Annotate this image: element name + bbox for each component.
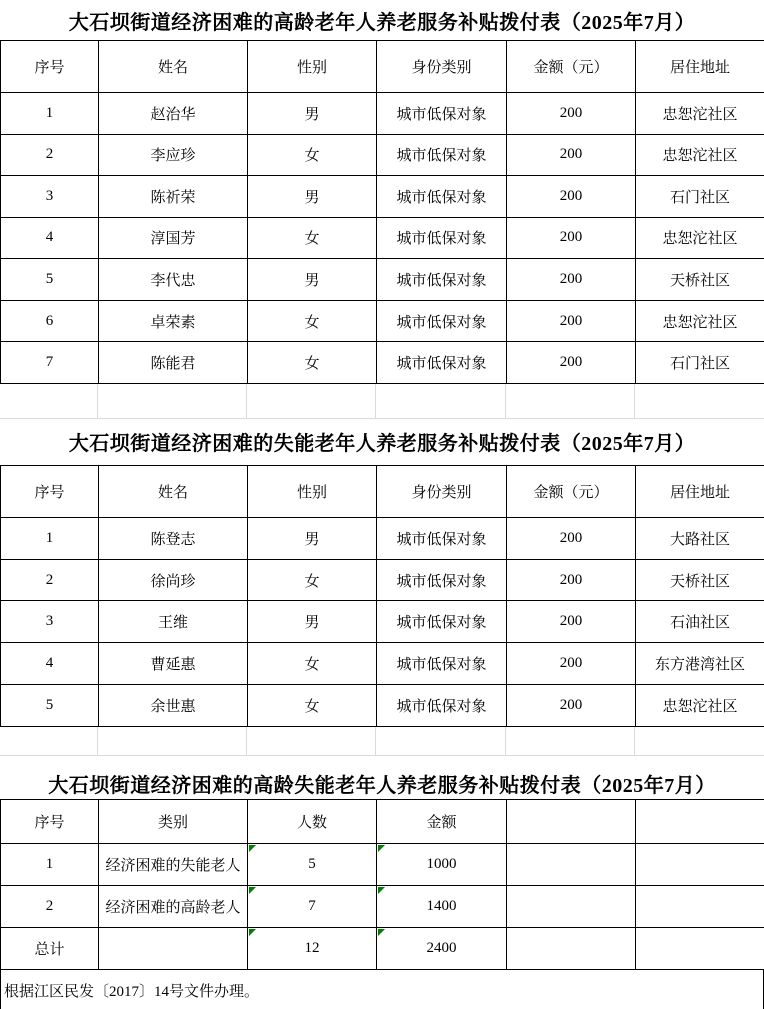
table-cell[interactable]: 12 xyxy=(248,927,377,969)
table1-title: 大石坝街道经济困难的高龄老年人养老服务补贴拨付表（2025年7月） xyxy=(68,11,696,34)
table-row xyxy=(1,601,764,643)
table-cell[interactable]: 200 xyxy=(507,93,636,135)
faint-gridline xyxy=(634,384,635,418)
table-cell[interactable]: 陈祈荣 xyxy=(99,176,248,218)
table-cell[interactable]: 城市低保对象 xyxy=(377,217,507,259)
column-header-cell[interactable]: 身份类别 xyxy=(377,41,507,93)
column-header-cell[interactable]: 姓名 xyxy=(99,41,248,93)
table-cell[interactable]: 6 xyxy=(1,300,99,342)
column-header-cell[interactable]: 序号 xyxy=(1,41,99,93)
table-cell[interactable]: 陈能君 xyxy=(99,342,248,384)
table-cell[interactable]: 王维 xyxy=(99,601,248,643)
table-cell[interactable]: 1 xyxy=(1,843,99,885)
table-row xyxy=(1,217,764,259)
table-cell[interactable]: 4 xyxy=(1,643,99,685)
table-row xyxy=(1,885,764,927)
table-cell[interactable]: 7 xyxy=(248,885,377,927)
column-header-cell[interactable]: 金额 xyxy=(377,799,507,843)
table-cell[interactable]: 忠恕沱社区 xyxy=(636,217,764,259)
column-header-cell[interactable]: 序号 xyxy=(1,799,99,843)
table-cell[interactable]: 200 xyxy=(507,300,636,342)
table-cell[interactable] xyxy=(99,927,248,969)
table-cell[interactable]: 200 xyxy=(507,685,636,727)
faint-gridline xyxy=(246,727,247,755)
table-cell[interactable]: 城市低保对象 xyxy=(377,342,507,384)
faint-gridline xyxy=(375,727,376,755)
table-cell[interactable]: 200 xyxy=(507,643,636,685)
table-cell[interactable]: 城市低保对象 xyxy=(377,685,507,727)
error-indicator-triangle-icon xyxy=(378,845,385,852)
table-cell[interactable]: 3 xyxy=(1,176,99,218)
table-cell[interactable]: 石油社区 xyxy=(636,601,764,643)
column-header-cell[interactable]: 姓名 xyxy=(99,465,248,517)
table-row xyxy=(1,517,764,559)
table-cell[interactable]: 男 xyxy=(248,601,377,643)
table-cell[interactable]: 1 xyxy=(1,93,99,135)
table-cell[interactable]: 男 xyxy=(248,176,377,218)
table-cell[interactable] xyxy=(636,885,764,927)
faint-gridline xyxy=(634,727,635,755)
table-row xyxy=(1,176,764,218)
table-row xyxy=(1,843,764,885)
column-header-cell[interactable] xyxy=(507,799,636,843)
table-row xyxy=(1,300,764,342)
faint-gridline xyxy=(246,384,247,418)
table-cell[interactable]: 城市低保对象 xyxy=(377,643,507,685)
column-header-cell[interactable]: 身份类别 xyxy=(377,465,507,517)
table-cell[interactable]: 余世惠 xyxy=(99,685,248,727)
table-cell[interactable] xyxy=(507,927,636,969)
table-cell[interactable]: 城市低保对象 xyxy=(377,134,507,176)
table-cell[interactable]: 女 xyxy=(248,643,377,685)
summary-table xyxy=(0,799,764,970)
table-cell[interactable]: 3 xyxy=(1,601,99,643)
table-row xyxy=(1,93,764,135)
error-indicator-triangle-icon xyxy=(249,887,256,894)
table-cell[interactable]: 徐尚珍 xyxy=(99,559,248,601)
column-header-cell[interactable]: 序号 xyxy=(1,465,99,517)
table-cell[interactable] xyxy=(636,927,764,969)
error-indicator-triangle-icon xyxy=(249,929,256,936)
table-cell[interactable]: 忠恕沱社区 xyxy=(636,685,764,727)
table-cell[interactable]: 石门社区 xyxy=(636,342,764,384)
table-cell[interactable]: 2 xyxy=(1,885,99,927)
table-cell[interactable]: 女 xyxy=(248,559,377,601)
table-cell[interactable]: 城市低保对象 xyxy=(377,259,507,301)
table-cell[interactable] xyxy=(507,843,636,885)
table-cell[interactable]: 200 xyxy=(507,342,636,384)
table-cell[interactable]: 女 xyxy=(248,134,377,176)
table-cell[interactable]: 忠恕沱社区 xyxy=(636,93,764,135)
table-cell[interactable]: 天桥社区 xyxy=(636,559,764,601)
column-header-cell[interactable] xyxy=(636,799,764,843)
table-cell[interactable]: 200 xyxy=(507,601,636,643)
table-cell[interactable]: 忠恕沱社区 xyxy=(636,134,764,176)
table-cell[interactable]: 淳国芳 xyxy=(99,217,248,259)
table-cell[interactable]: 200 xyxy=(507,559,636,601)
table-cell[interactable]: 石门社区 xyxy=(636,176,764,218)
table2-title: 大石坝街道经济困难的失能老年人养老服务补贴拨付表（2025年7月） xyxy=(68,433,696,456)
table-cell[interactable]: 李应珍 xyxy=(99,134,248,176)
header-row xyxy=(1,465,764,517)
table3-title: 大石坝街道经济困难的高龄失能老年人养老服务补贴拨付表（2025年7月） xyxy=(48,774,716,797)
table-cell[interactable]: 5 xyxy=(1,259,99,301)
table-cell[interactable]: 女 xyxy=(248,217,377,259)
table-cell[interactable]: 1000 xyxy=(377,843,507,885)
faint-gridline xyxy=(375,384,376,418)
table-cell[interactable]: 城市低保对象 xyxy=(377,300,507,342)
faint-gridline xyxy=(505,727,506,755)
table-cell[interactable]: 城市低保对象 xyxy=(377,176,507,218)
faint-gridline xyxy=(505,384,506,418)
table-cell[interactable]: 2400 xyxy=(377,927,507,969)
table-cell[interactable]: 200 xyxy=(507,517,636,559)
table-cell[interactable]: 男 xyxy=(248,259,377,301)
column-header-cell[interactable]: 金额（元） xyxy=(507,41,636,93)
faint-gridline-strip xyxy=(0,727,764,756)
table-cell[interactable] xyxy=(507,885,636,927)
table-cell[interactable]: 200 xyxy=(507,259,636,301)
header-row xyxy=(1,799,764,843)
table-cell[interactable]: 东方港湾社区 xyxy=(636,643,764,685)
table-row xyxy=(1,342,764,384)
column-header-cell[interactable]: 性别 xyxy=(248,41,377,93)
table-cell[interactable]: 李代忠 xyxy=(99,259,248,301)
table-cell[interactable]: 天桥社区 xyxy=(636,259,764,301)
table-cell[interactable] xyxy=(636,843,764,885)
payment-table-elderly xyxy=(0,40,764,384)
table-cell[interactable]: 5 xyxy=(248,843,377,885)
table-cell[interactable]: 忠恕沱社区 xyxy=(636,300,764,342)
table-row xyxy=(1,259,764,301)
table-cell[interactable]: 赵治华 xyxy=(99,93,248,135)
column-header-cell[interactable]: 人数 xyxy=(248,799,377,843)
table-cell[interactable]: 陈登志 xyxy=(99,517,248,559)
header-row xyxy=(1,41,764,93)
table-cell[interactable]: 总计 xyxy=(1,927,99,969)
table-cell[interactable]: 200 xyxy=(507,217,636,259)
table-cell[interactable]: 曹延惠 xyxy=(99,643,248,685)
table-row xyxy=(1,559,764,601)
footnote-cell[interactable]: 根据江区民发〔2017〕14号文件办理。 xyxy=(0,970,764,1009)
table-cell[interactable]: 经济困难的失能老人 xyxy=(99,843,248,885)
table-row xyxy=(1,643,764,685)
column-header-cell[interactable]: 居住地址 xyxy=(636,465,764,517)
sheet-gap xyxy=(0,384,764,419)
table-cell[interactable]: 1400 xyxy=(377,885,507,927)
table-cell[interactable]: 卓荣素 xyxy=(99,300,248,342)
column-header-cell[interactable]: 类别 xyxy=(99,799,248,843)
table-cell[interactable]: 城市低保对象 xyxy=(377,517,507,559)
table-row xyxy=(1,927,764,969)
table-cell[interactable]: 男 xyxy=(248,517,377,559)
table-cell[interactable]: 经济困难的高龄老人 xyxy=(99,885,248,927)
sheet-gap xyxy=(0,727,764,768)
faint-gridline-strip xyxy=(0,384,764,419)
table-cell[interactable]: 2 xyxy=(1,134,99,176)
faint-gridline xyxy=(97,384,98,418)
column-header-cell[interactable]: 性别 xyxy=(248,465,377,517)
table-cell[interactable]: 大路社区 xyxy=(636,517,764,559)
table-cell[interactable]: 女 xyxy=(248,300,377,342)
table-cell[interactable]: 2 xyxy=(1,559,99,601)
error-indicator-triangle-icon xyxy=(378,887,385,894)
table-cell[interactable]: 7 xyxy=(1,342,99,384)
column-header-cell[interactable]: 金额（元） xyxy=(507,465,636,517)
faint-gridline xyxy=(97,727,98,755)
table-row xyxy=(1,134,764,176)
table-cell[interactable]: 女 xyxy=(248,685,377,727)
table-cell[interactable]: 城市低保对象 xyxy=(377,93,507,135)
table-cell[interactable]: 5 xyxy=(1,685,99,727)
payment-table-disabled xyxy=(0,465,764,727)
table-cell[interactable]: 1 xyxy=(1,517,99,559)
table-cell[interactable]: 200 xyxy=(507,176,636,218)
error-indicator-triangle-icon xyxy=(249,845,256,852)
table-cell[interactable]: 城市低保对象 xyxy=(377,601,507,643)
table-row xyxy=(1,685,764,727)
column-header-cell[interactable]: 居住地址 xyxy=(636,41,764,93)
table-cell[interactable]: 200 xyxy=(507,134,636,176)
table-cell[interactable]: 城市低保对象 xyxy=(377,559,507,601)
error-indicator-triangle-icon xyxy=(378,929,385,936)
table-cell[interactable]: 男 xyxy=(248,93,377,135)
table-cell[interactable]: 4 xyxy=(1,217,99,259)
table-cell[interactable]: 女 xyxy=(248,342,377,384)
